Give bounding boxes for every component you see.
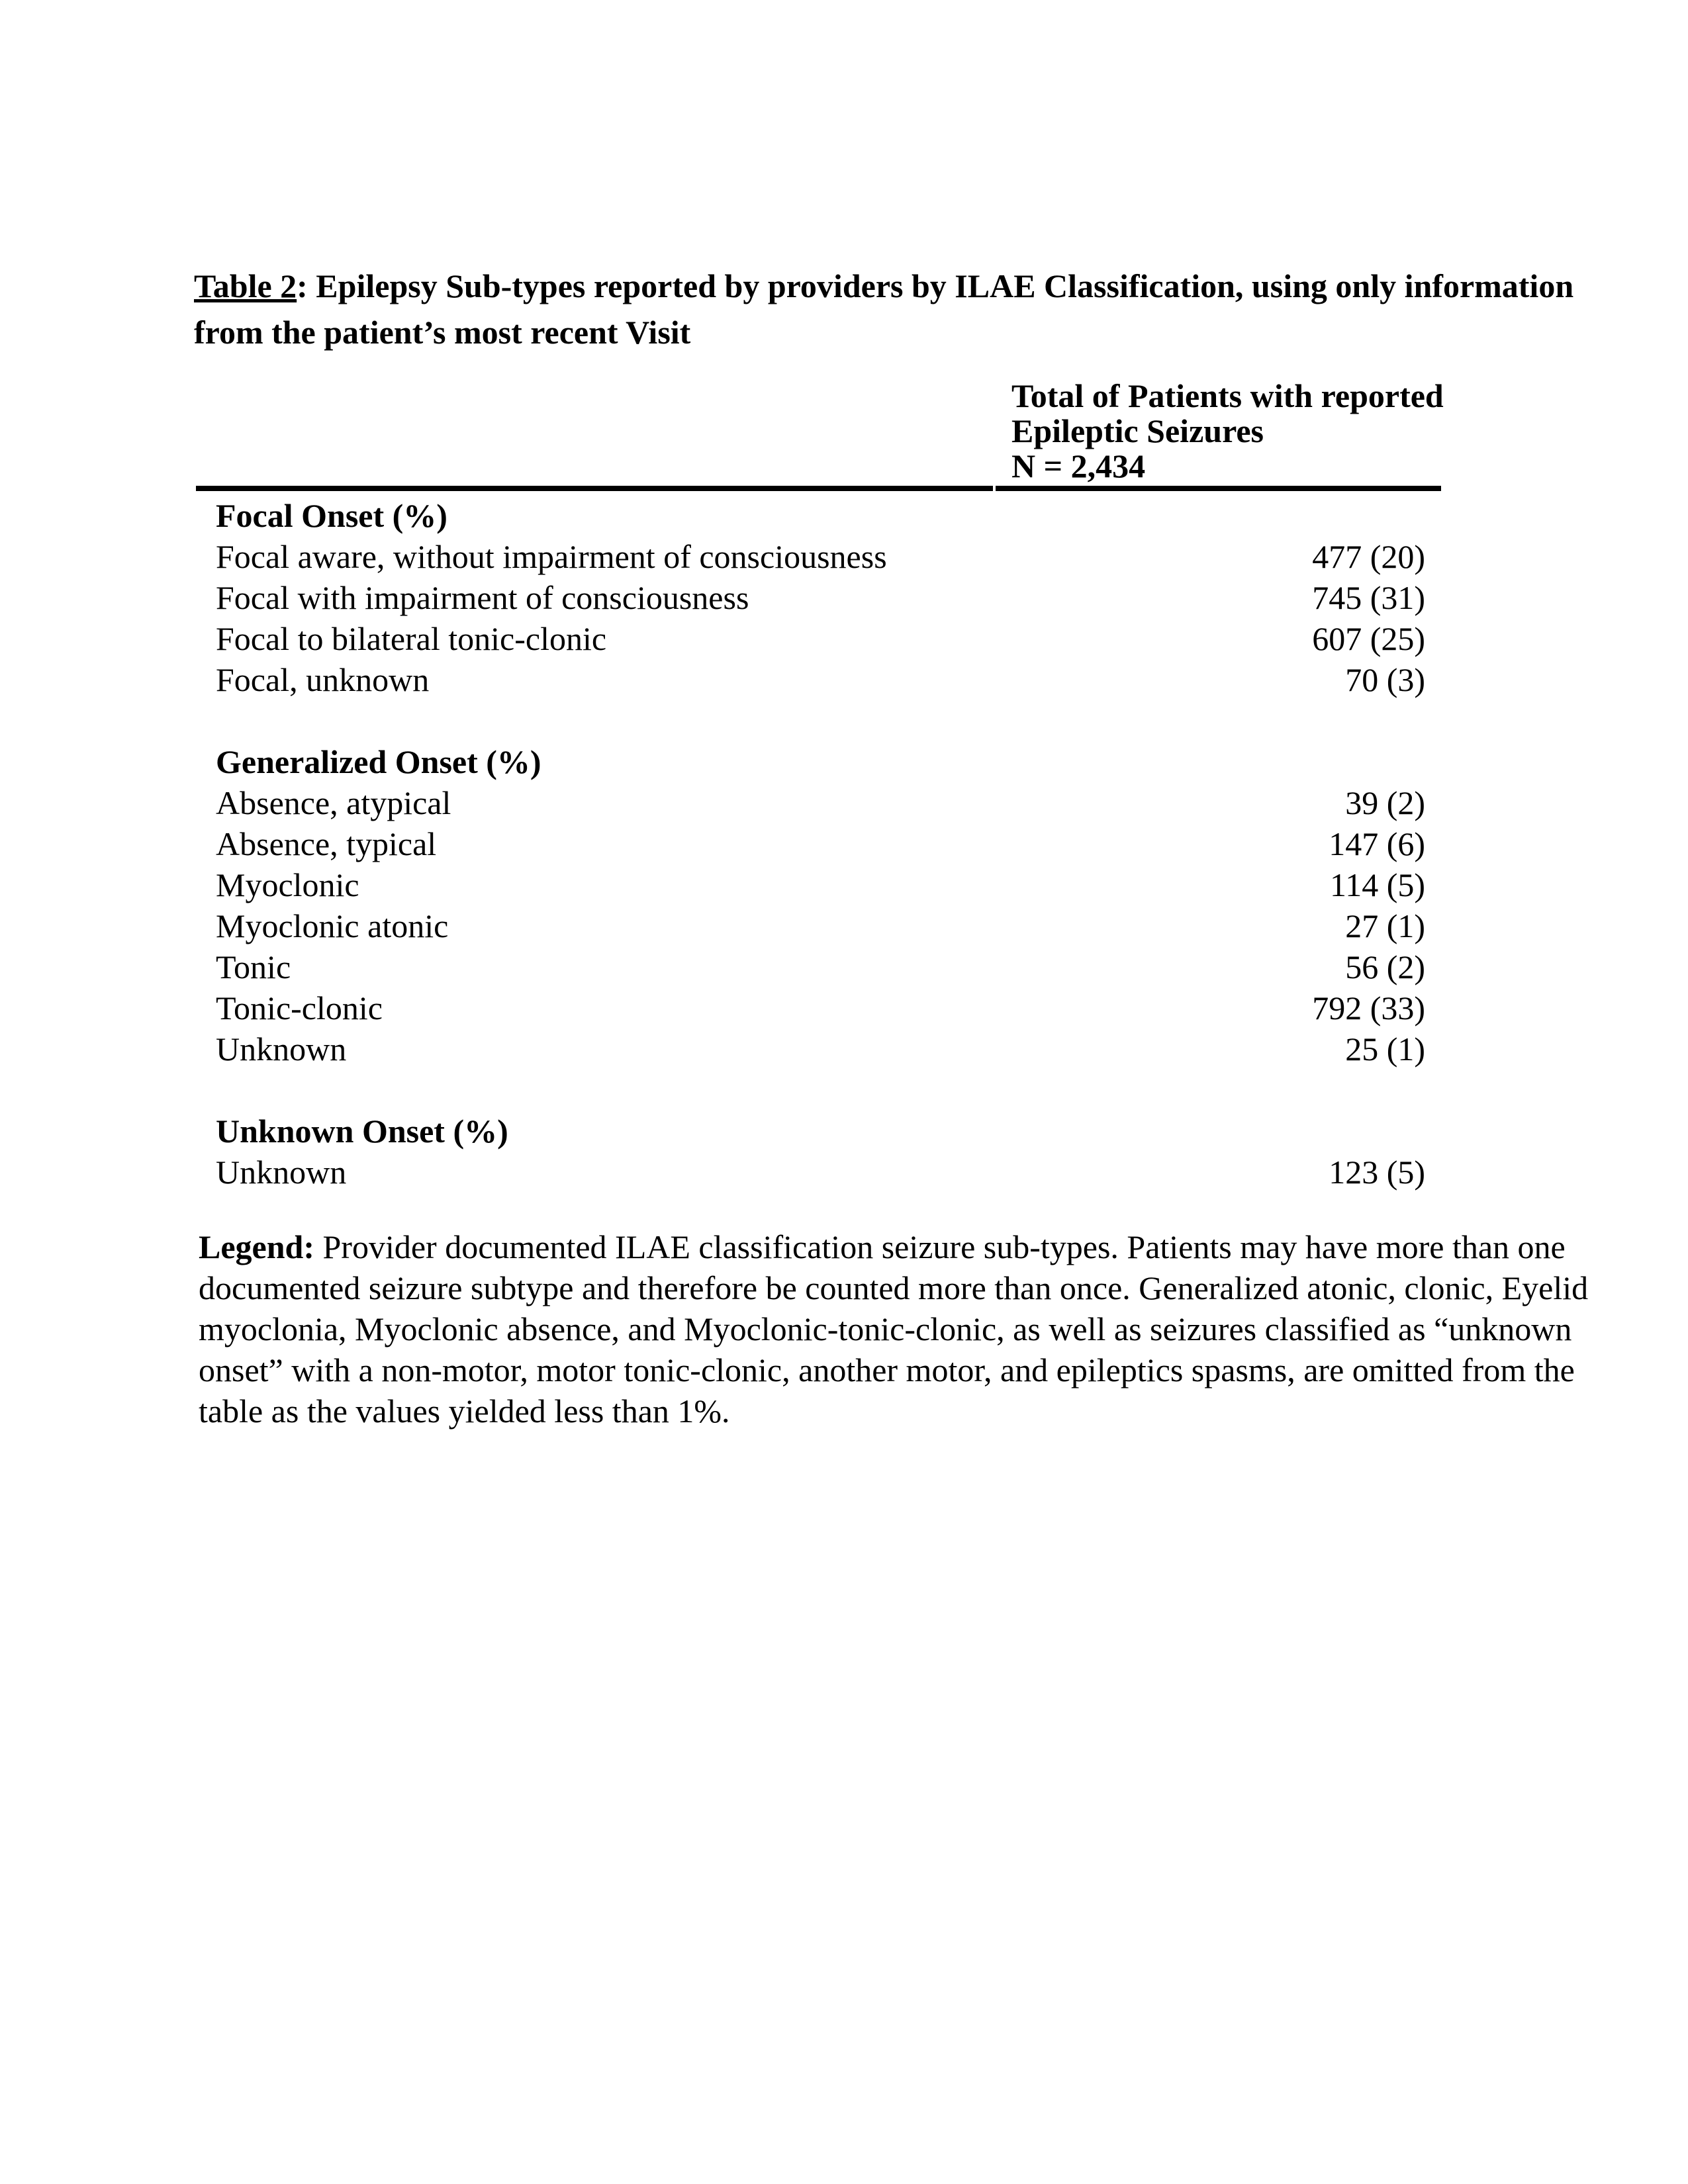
table-top-rule-right [996, 486, 1441, 491]
row-value: 70 (3) [1345, 661, 1425, 698]
table-row [196, 1028, 1441, 1069]
table-top-rule-left [196, 486, 993, 491]
table-row [196, 987, 1441, 1028]
table-caption-line1 [194, 263, 1650, 309]
row-label: Unknown [216, 1154, 347, 1191]
legend-line: onset” with a non-motor, motor tonic-clonic, another motor, and epileptics spasms, are omitted from the [199, 1351, 1575, 1388]
table-row [196, 946, 1441, 987]
row-label: Absence, atypical [216, 784, 451, 821]
row-value: 607 (25) [1312, 620, 1425, 657]
table-row [196, 536, 1441, 577]
legend-line-text: Provider documented ILAE classification seizure sub-types. Patients may have more than one [314, 1228, 1566, 1265]
legend-line [199, 1226, 1675, 1267]
row-value: 477 (20) [1312, 538, 1425, 575]
row-value: 25 (1) [1345, 1030, 1425, 1068]
patients-column-header-line1: Total of Patients with reported [1011, 377, 1444, 414]
legend-line: documented seizure subtype and therefore be counted more than once. Generalized atonic, clonic, Eyelid [199, 1269, 1589, 1306]
table-row [196, 864, 1441, 905]
row-label: Unknown [216, 1030, 347, 1068]
section-header: Focal Onset (%) [216, 497, 447, 534]
row-label: Myoclonic atonic [216, 907, 449, 944]
legend [199, 1226, 1675, 1432]
row-value: 56 (2) [1345, 948, 1425, 985]
table-row [196, 905, 1441, 946]
table-body [196, 495, 1441, 1193]
legend-label: Legend: [199, 1228, 314, 1265]
row-label: Focal to bilateral tonic-clonic [216, 620, 607, 657]
section-spacer [196, 1069, 1441, 1111]
table-row [196, 782, 1441, 823]
section-header: Unknown Onset (%) [216, 1113, 508, 1150]
row-label: Myoclonic [216, 866, 359, 903]
patients-column-header-line3: N = 2,434 [1011, 447, 1146, 484]
table-caption [194, 263, 1650, 355]
row-value: 792 (33) [1312, 989, 1425, 1026]
legend-line: myoclonia, Myoclonic absence, and Myoclonic-tonic-clonic, as well as seizures classified as “unknown [199, 1310, 1572, 1347]
section-header: Generalized Onset (%) [216, 743, 541, 780]
row-label: Absence, typical [216, 825, 437, 862]
row-label: Tonic-clonic [216, 989, 383, 1026]
section-spacer [196, 700, 1441, 741]
row-value: 39 (2) [1345, 784, 1425, 821]
patients-column-header [1011, 379, 1444, 484]
table-row [196, 618, 1441, 659]
row-value: 147 (6) [1329, 825, 1425, 862]
row-value: 745 (31) [1312, 579, 1425, 616]
table-row [196, 577, 1441, 618]
table-caption-number: Table 2 [194, 267, 297, 304]
row-label: Focal aware, without impairment of consciousness [216, 538, 887, 575]
legend-line: table as the values yielded less than 1%. [199, 1392, 730, 1430]
row-label: Tonic [216, 948, 291, 985]
row-value: 27 (1) [1345, 907, 1425, 944]
row-label: Focal, unknown [216, 661, 430, 698]
table-row [196, 1152, 1441, 1193]
row-value: 114 (5) [1330, 866, 1425, 903]
patients-column-header-line2: Epileptic Seizures [1011, 412, 1264, 449]
row-label: Focal with impairment of consciousness [216, 579, 749, 616]
table-row [196, 823, 1441, 864]
row-value: 123 (5) [1329, 1154, 1425, 1191]
table-row [196, 659, 1441, 700]
table-caption-line2: from the patient’s most recent Visit [194, 314, 691, 351]
table-caption-text: : Epilepsy Sub-types reported by providers by ILAE Classification, using only information [297, 267, 1574, 304]
